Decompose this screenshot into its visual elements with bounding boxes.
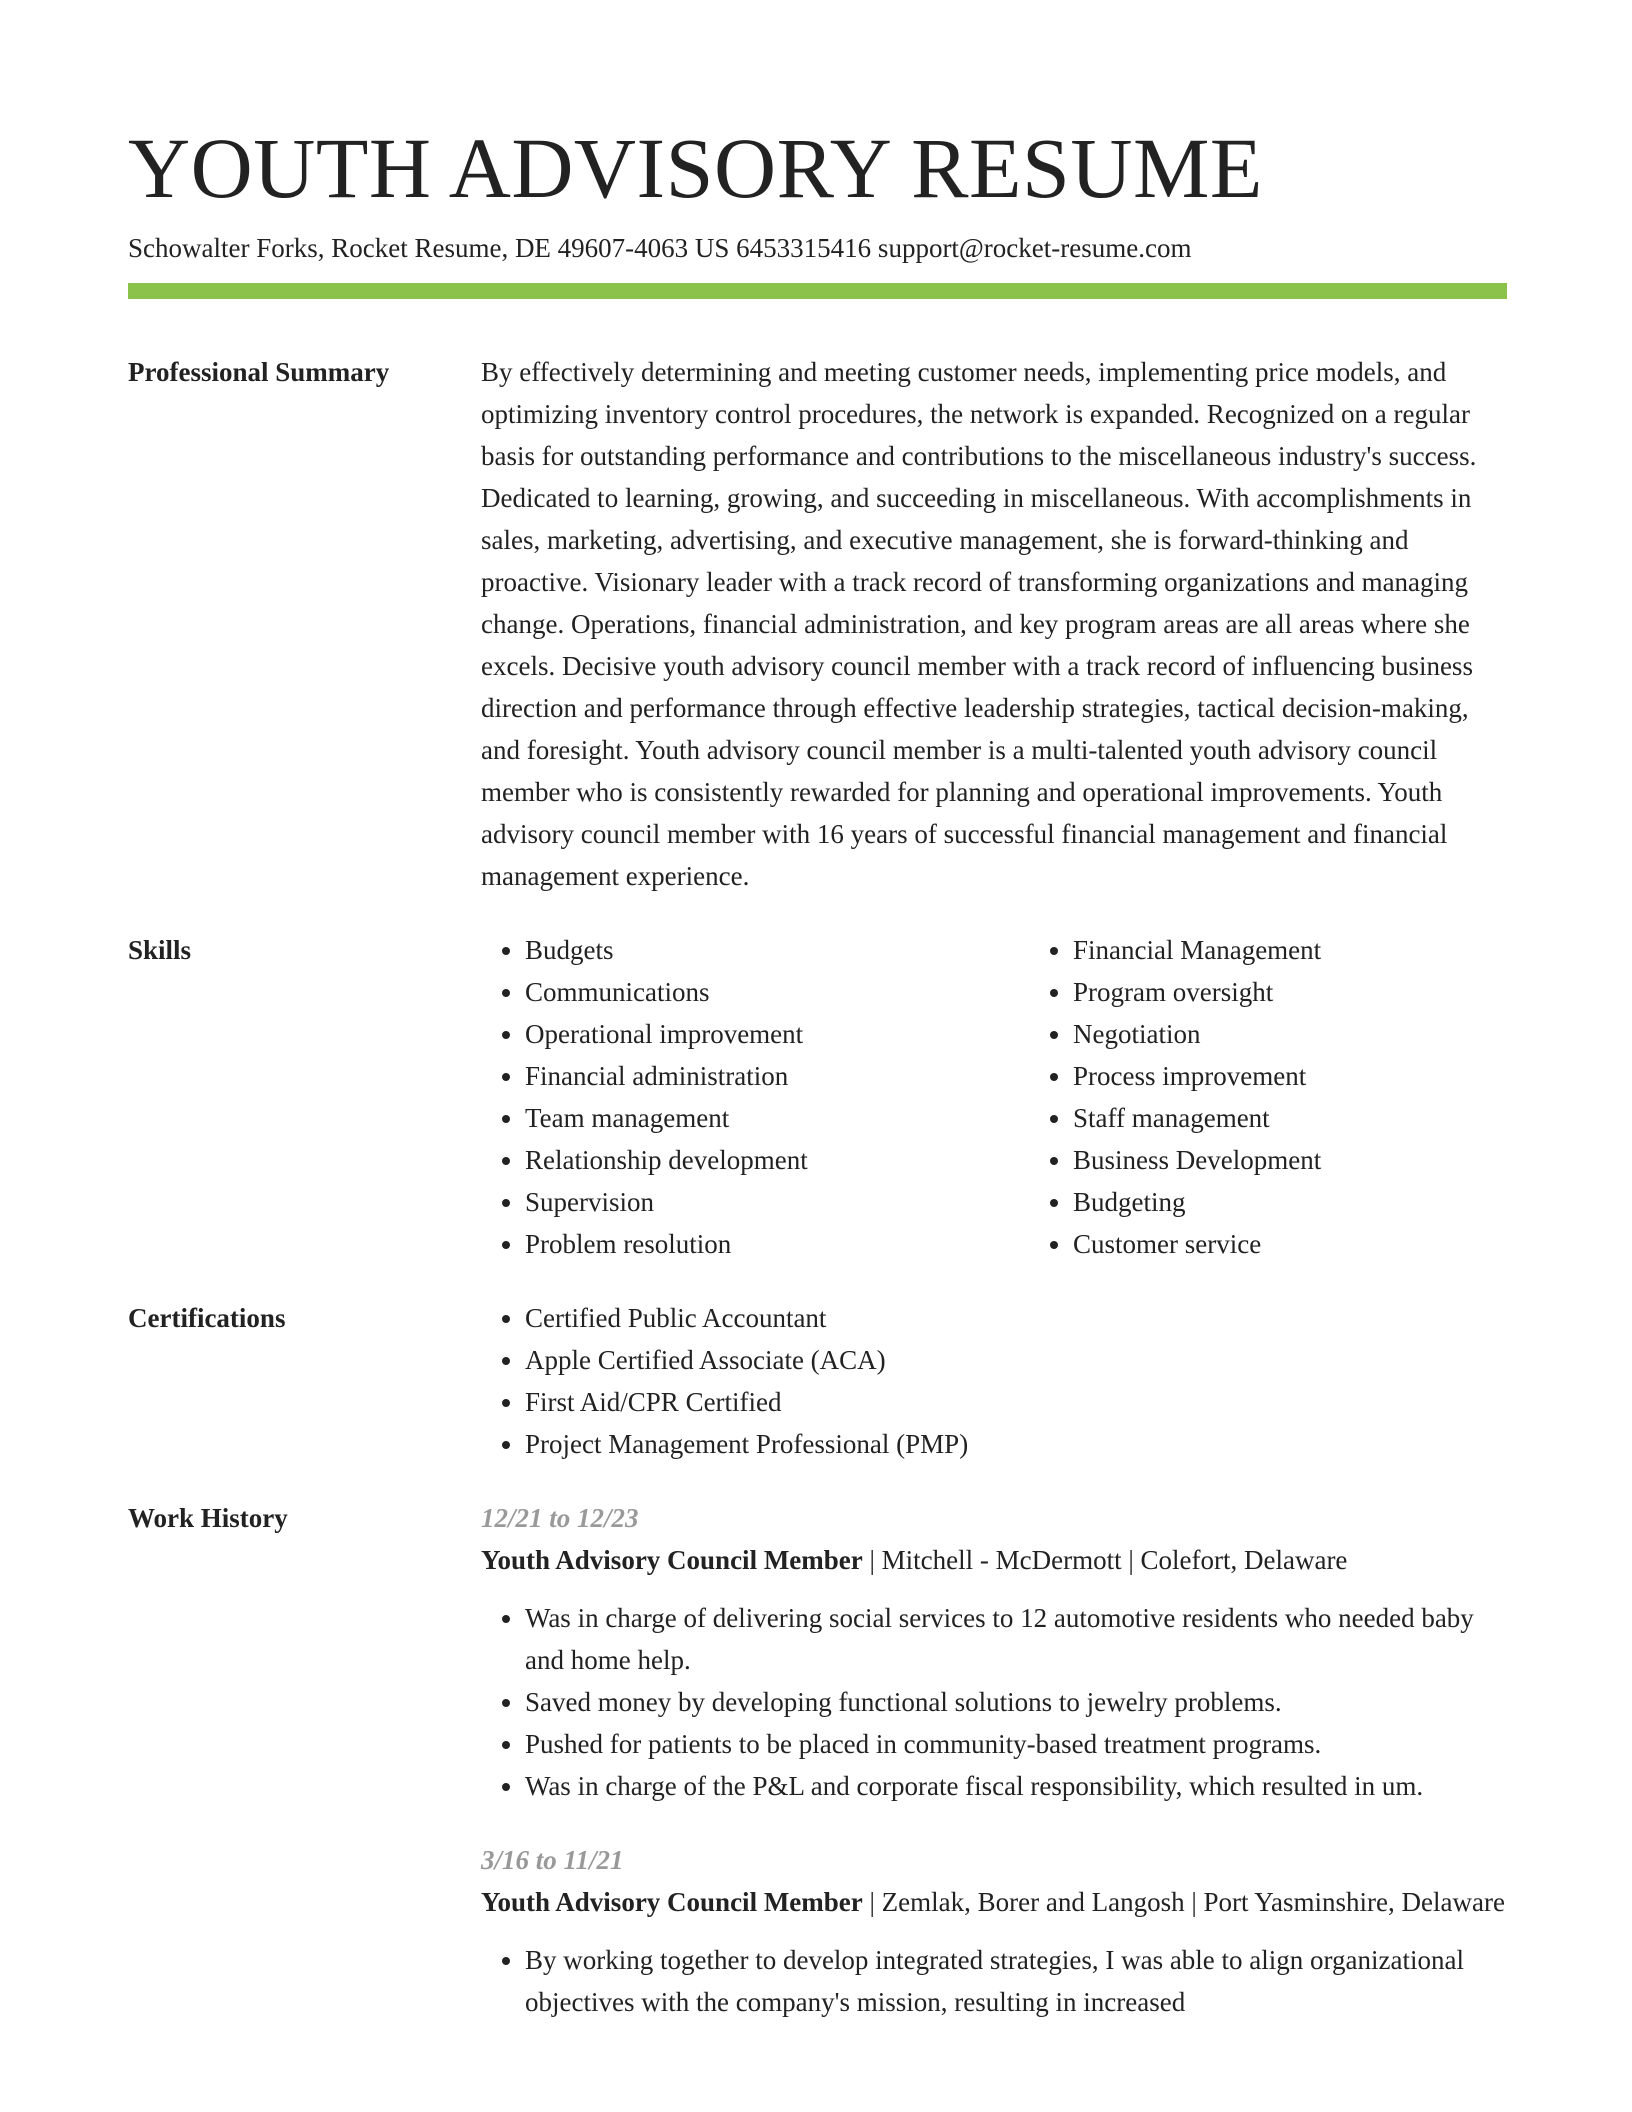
skill-item: • Financial Management <box>1073 929 1577 971</box>
certifications-section <box>128 1297 1507 1465</box>
skill-item: • Operational improvement <box>525 1013 1029 1055</box>
certifications-heading: Certifications <box>128 1303 286 1333</box>
work-history-section <box>128 1497 1507 2055</box>
job-title: Youth Advisory Council Member <box>481 1545 863 1575</box>
job-bullet: • Was in charge of delivering social services to 12 automotive residents who needed baby and home help. <box>525 1597 1507 1681</box>
work-history-heading: Work History <box>128 1503 288 1533</box>
job-entry <box>481 1497 1507 1807</box>
job-employer-location: | Mitchell - McDermott | Colefort, Delaware <box>862 1545 1348 1575</box>
skill-item: • Business Development <box>1073 1139 1577 1181</box>
skills-heading: Skills <box>128 935 192 965</box>
job-dates: 12/21 to 12/23 <box>481 1503 639 1533</box>
skill-item: • Customer service <box>1073 1223 1577 1265</box>
skill-item: • Communications <box>525 971 1029 1013</box>
skill-item: • Process improvement <box>1073 1055 1577 1097</box>
certification-item: • Certified Public Accountant <box>525 1297 1507 1339</box>
job-title: Youth Advisory Council Member <box>481 1887 863 1917</box>
contact-line: Schowalter Forks, Rocket Resume, DE 49607-4063 US 6453315416 support@rocket-resume.com <box>128 233 1192 263</box>
skills-section <box>128 929 1507 1265</box>
skill-item: • Team management <box>525 1097 1029 1139</box>
skill-item: • Problem resolution <box>525 1223 1029 1265</box>
job-title-line <box>481 1539 1507 1581</box>
job-bullets <box>481 1939 1507 2023</box>
skill-item: • Program oversight <box>1073 971 1577 1013</box>
job-bullet: • Was in charge of the P&L and corporate fiscal responsibility, which resulted in um. <box>525 1765 1507 1807</box>
skill-item: • Supervision <box>525 1181 1029 1223</box>
job-entry <box>481 1839 1507 2023</box>
job-dates: 3/16 to 11/21 <box>481 1845 624 1875</box>
job-bullet: • By working together to develop integrated strategies, I was able to align organizational objectives with the company's mission, resulting in increased <box>525 1939 1507 2023</box>
job-bullet: • Saved money by developing functional solutions to jewelry problems. <box>525 1681 1507 1723</box>
certification-item: • First Aid/CPR Certified <box>525 1381 1507 1423</box>
summary-text: By effectively determining and meeting customer needs, implementing price models, and optimizing inventory control procedures, the network is expanded. Recognized on a regular basis for outstanding performance and contributions to the miscellaneous industry's success. Dedicated to learning, growing, and succeeding in miscellaneous. With accomplishments in sales, marketing, advertising, and executive management, she is forward-thinking and proactive. Visionary leader with a track record of transforming organizations and managing change. Operations, financial administration, and key program areas are all areas where she excels. Decisive youth advisory council member with a track record of influencing business direction and performance through effective leadership strategies, tactical decision-making, and foresight. Youth advisory council member is a multi-talented youth advisory council member who is consistently rewarded for planning and operational improvements. Youth advisory council member with 16 years of successful financial management and financial management experience. <box>481 357 1477 891</box>
skills-columns <box>481 929 1577 1265</box>
skill-item: • Budgeting <box>1073 1181 1577 1223</box>
skills-list-right <box>1029 929 1577 1265</box>
certifications-list <box>481 1297 1507 1465</box>
skill-item: • Negotiation <box>1073 1013 1577 1055</box>
skills-list-left <box>481 929 1029 1265</box>
job-title-line <box>481 1881 1507 1923</box>
skill-item: • Financial administration <box>525 1055 1029 1097</box>
job-bullets <box>481 1597 1507 1807</box>
job-employer-location: | Zemlak, Borer and Langosh | Port Yasminshire, Delaware <box>862 1887 1505 1917</box>
job-bullet: • Pushed for patients to be placed in community-based treatment programs. <box>525 1723 1507 1765</box>
accent-divider <box>128 283 1507 299</box>
certification-item: • Apple Certified Associate (ACA) <box>525 1339 1507 1381</box>
skill-item: • Budgets <box>525 929 1029 971</box>
skill-item: • Relationship development <box>525 1139 1029 1181</box>
certification-item: • Project Management Professional (PMP) <box>525 1423 1507 1465</box>
summary-section <box>128 351 1507 897</box>
skill-item: • Staff management <box>1073 1097 1577 1139</box>
resume-title: YOUTH ADVISORY RESUME <box>128 120 1263 216</box>
summary-heading: Professional Summary <box>128 357 390 387</box>
